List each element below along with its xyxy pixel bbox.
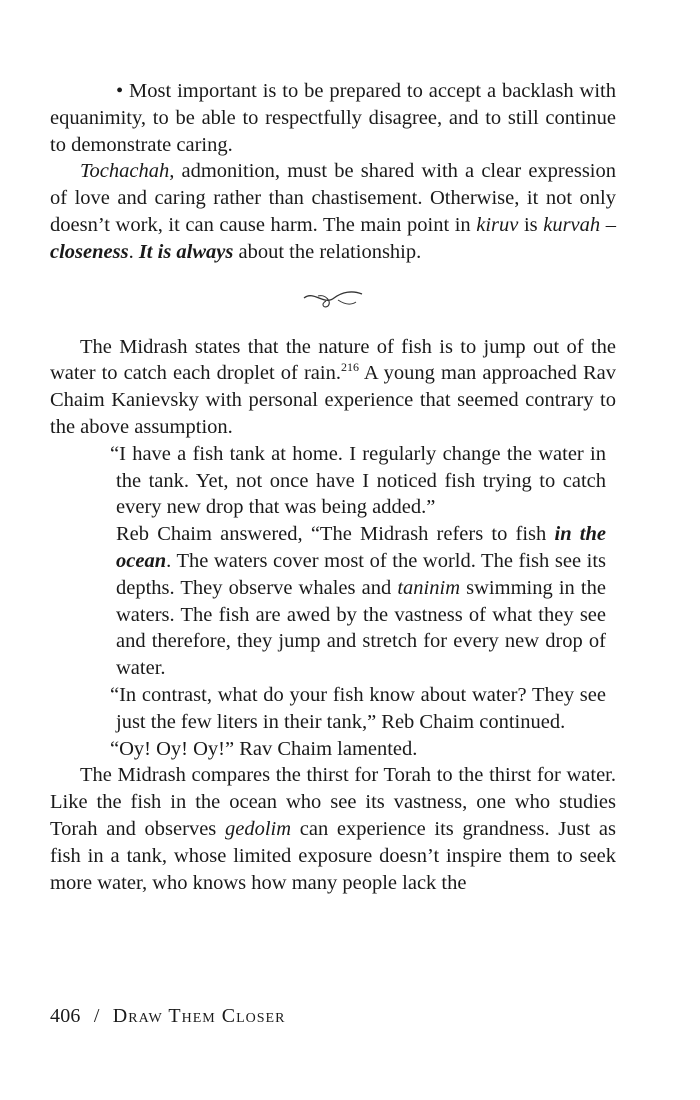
tochachah-paragraph: Tochachah, admonition, must be shared with a clear expression of love and caring rather than chastisement. Otherwise, it not only doesn’t work, it can cause harm. The main point in kiruv is kurvah – closeness. It is always about the relationship.	[50, 160, 617, 263]
page-number: 406	[50, 1005, 81, 1027]
book-title: Draw Them Closer	[112, 1005, 286, 1027]
midrash-paragraph: The Midrash states that the nature of fish is to jump out of the water to catch each droplet of rain.$^{216}$ A young man approached Rav Chaim Kanievsky with personal experience that seemed contrary to the above assumption.	[50, 335, 616, 438]
block-quote	[110, 441, 606, 763]
footnote-marker: 216	[340, 360, 359, 375]
flourish-icon	[298, 284, 368, 314]
quote-in-contrast: “In contrast, what do your fish know about water? They see just the few liters in their tank,” Reb Chaim continued.	[110, 683, 606, 733]
quote-oy: “Oy! Oy! Oy!” Rav Chaim lamented.	[110, 737, 418, 760]
term-tochachah: Tochachah,	[80, 160, 175, 183]
thirst-paragraph: The Midrash compares the thirst for Torah to the thirst for water. Like the fish in the ocean who see its vastness, one who studies Torah and observes gedolim can experience its grandness. Just as fish in a tank, whose limited exposure doesn’t inspire them to seek more water, who knows how many people lack the	[50, 764, 616, 894]
term-kurvah: kurvah	[543, 213, 601, 236]
term-gedolim: gedolim	[225, 817, 292, 840]
page-body	[50, 78, 616, 896]
page-footer	[50, 1005, 285, 1028]
footer-separator: /	[93, 1005, 100, 1027]
emphasis-always: It is always	[138, 240, 234, 263]
term-closeness: closeness	[50, 240, 129, 263]
quote-reb-chaim-answer: Reb Chaim answered, “The Midrash refers to fish in the ocean. The waters cover most of the world. The fish see its depths. They observe whales and taninim swimming in the waters. The fish are awed by the vastness of what they see and therefore, they jump and stretch for every new drop of water.	[116, 523, 606, 680]
quote-fish-tank: “I have a fish tank at home. I regularly change the water in the tank. Yet, not once have I noticed fish trying to catch every new drop that was being added.”	[110, 442, 606, 519]
bullet-paragraph: • Most important is to be prepared to accept a backlash with equanimity, to be able to respectfully disagree, and to still continue to demonstrate caring.	[50, 80, 616, 156]
section-divider-ornament	[50, 272, 616, 326]
term-taninim: taninim	[397, 576, 461, 599]
term-kiruv: kiruv	[476, 213, 519, 236]
emphasis-in-the-ocean: in the ocean	[116, 523, 606, 572]
